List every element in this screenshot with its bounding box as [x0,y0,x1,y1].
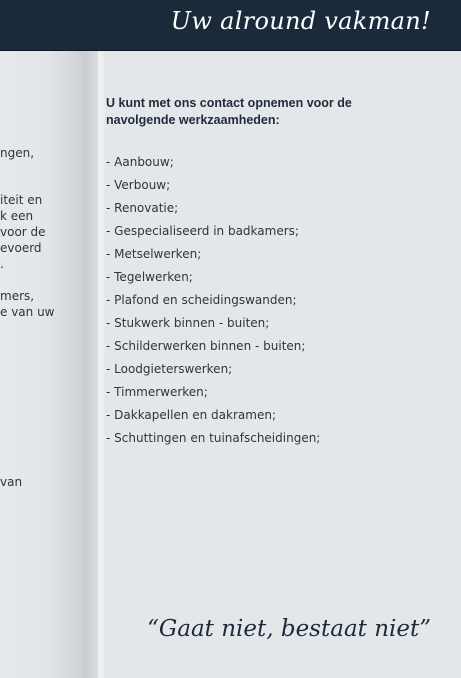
list-item: - Metselwerken; [106,247,202,261]
list-item: - Schuttingen en tuinafscheidingen; [106,431,321,445]
left-text-fragment: k een [0,209,34,223]
list-item: - Schilderwerken binnen - buiten; [106,339,306,353]
site-header [0,0,461,51]
left-text-fragment: evoerd [0,241,42,255]
list-item: - Aanbouw; [106,155,174,169]
header-title: Uw alround vakman! [170,7,431,35]
slogan: “Gaat niet, bestaat niet” [147,616,431,642]
list-item: - Tegelwerken; [106,270,193,284]
list-item: - Gespecialiseerd in badkamers; [106,224,299,238]
main-content [106,95,446,450]
list-item: - Verbouw; [106,178,171,192]
list-item: - Loodgieterswerken; [106,362,233,376]
intro-text [106,95,446,129]
list-item: - Dakkapellen en dakramen; [106,408,276,422]
left-text-fragment: mers, [0,289,35,303]
left-text-fragment: iteit en [0,193,43,207]
list-item: - Renovatie; [106,201,179,215]
panel-divider-shadow [98,51,106,678]
intro-line: U kunt met ons contact opnemen voor de [106,96,352,110]
list-item: - Stukwerk binnen - buiten; [106,316,270,330]
left-text-fragment: . [0,257,4,271]
left-text-fragment: e van uw [0,305,55,319]
list-item: - Timmerwerken; [106,385,208,399]
list-item: - Plafond en scheidingswanden; [106,293,297,307]
left-text-fragment: van [0,475,23,489]
left-text-fragment: voor de [0,225,46,239]
intro-line: navolgende werkzaamheden: [106,113,280,127]
left-text-fragment: ngen, [0,146,35,160]
services-list [106,151,446,450]
